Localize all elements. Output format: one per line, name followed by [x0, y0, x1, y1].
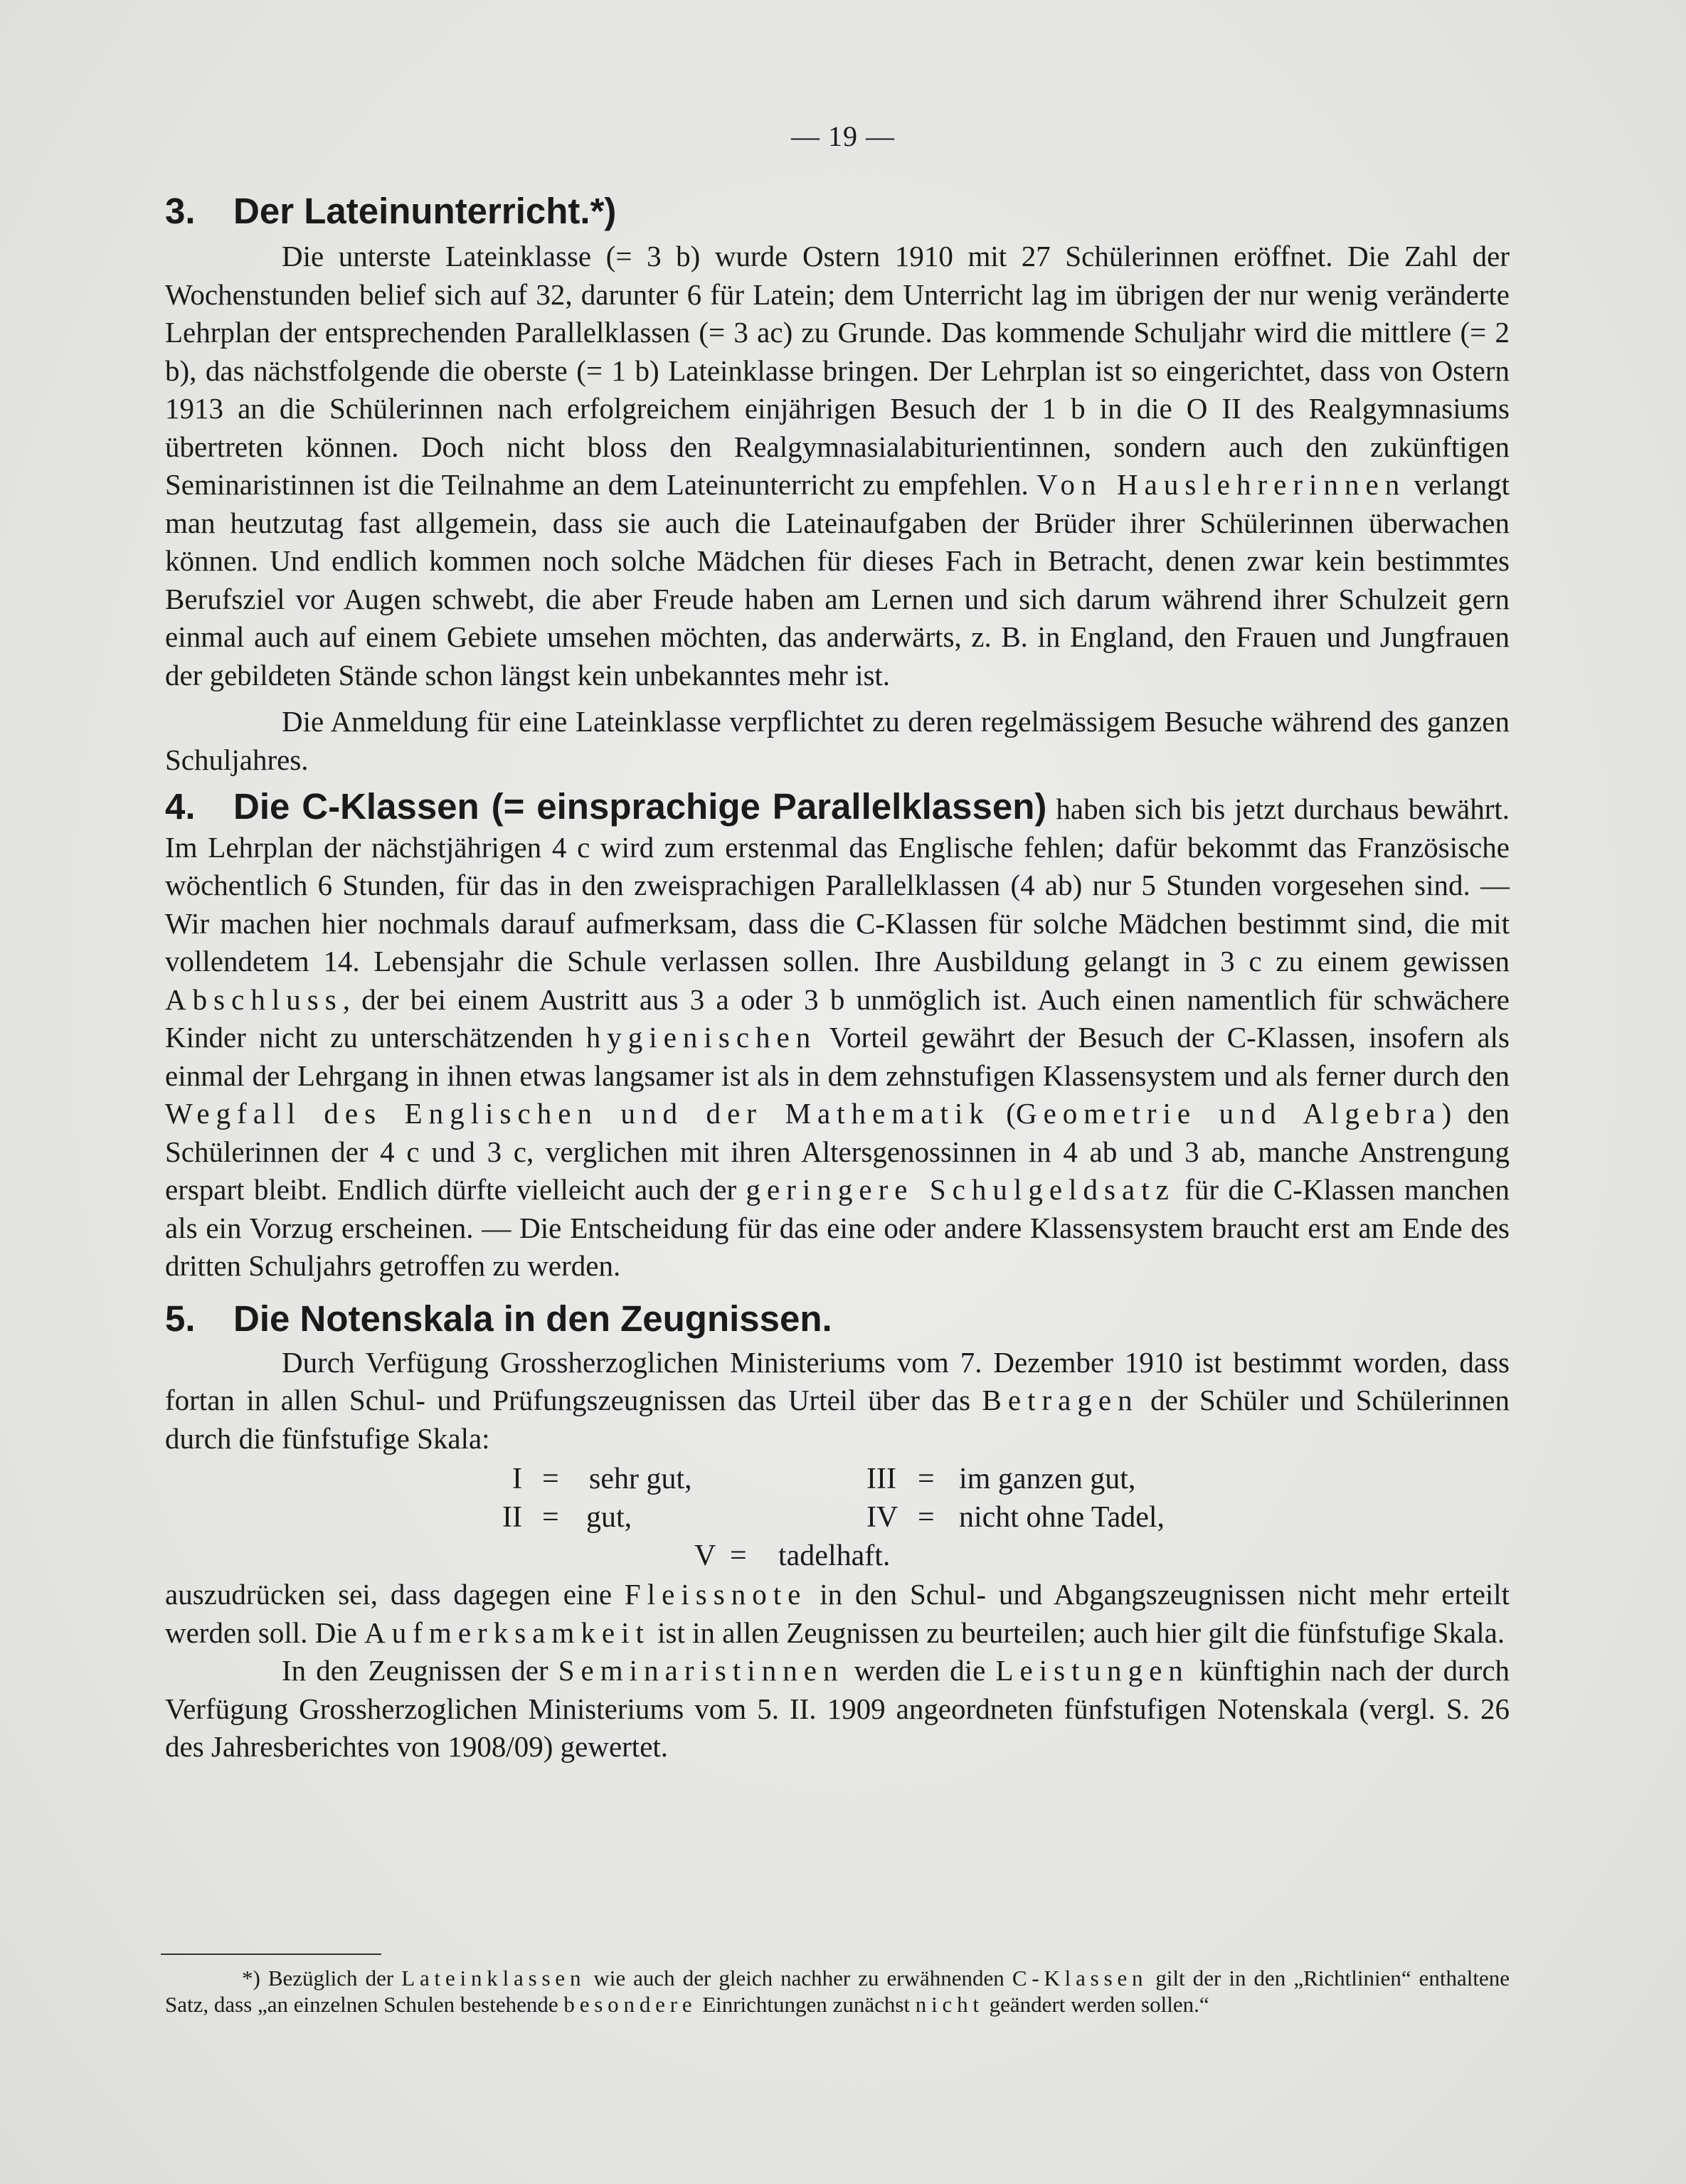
section-5-p3-spaced-2: Leistungen: [995, 1654, 1189, 1687]
footnote-spaced-2: C-Klassen: [1012, 1966, 1148, 1990]
section-4-spaced-2: hygienischen: [585, 1021, 817, 1054]
grade-5-equals: =: [730, 1539, 747, 1572]
section-4-text-6: für die C-Klassen manchen als ein Vorzug erscheinen. — Die Entscheidung für das eine oder andere Klassensystem braucht erst am Ende des dritten Schuljahrs getroffen zu werden.: [165, 1173, 1510, 1282]
grade-5-text: tadelhaft.: [778, 1539, 891, 1572]
footnote-text-a: *) Bezüglich der: [242, 1966, 394, 1990]
section-5-number: 5.: [165, 1298, 196, 1339]
grade-2-text: gut,: [586, 1501, 632, 1534]
section-5-title: Die Notenskala in den Zeugnissen.: [233, 1298, 832, 1339]
section-5-heading: [165, 1294, 1510, 1344]
section-5-p1-text-b: der Schüler und Schülerinnen durch die fünfstufige Skala:: [165, 1384, 1510, 1455]
section-3-paragraph-1: [165, 238, 1510, 694]
section-3-p1-text: Die unterste Lateinklasse (= 3 b) wurde Ostern 1910 mit 27 Schülerinnen eröffnet. Die Zahl der Wochenstunden belief sich auf 32, darunter 6 für Latein; dem Unterricht lag im übrigen der nur wenig veränderte Lehrplan der entsprechenden Parallelklassen (= 3 ac) zu Grunde. Das kommende Schuljahr wird die mittlere (= 2 b), das nächstfolgende die oberste (= 1 b) Lateinklasse bringen. Der Lehrplan ist so eingerichtet, dass von Ostern 1913 an die Schülerinnen nach erfolgreichem einjährigen Besuch der 1 b in die O II des Realgymnasiums übertreten können. Doch nicht bloss den Realgymnasialabiturientinnen, sondern auch den zukünftigen Seminaristinnen ist die Teilnahme an dem Lateinunterricht zu empfehlen.: [165, 240, 1510, 501]
section-5-paragraph-2: [165, 1576, 1510, 1652]
grade-1-number: I: [512, 1463, 522, 1495]
footnote-spaced-1: Lateinklassen: [401, 1966, 586, 1990]
section-3-title: Der Lateinunterricht.*): [233, 191, 617, 231]
section-4-text-5: ) den Schülerinnen der 4 c und 3 c, verglichen mit ihren Altersgenossinnen in 4 ab und 3 ab, manche Anstrengung erspart bleibt. Endlich dürfte vielleicht auch der: [165, 1097, 1510, 1206]
section-4-text-1: haben sich bis jetzt durchaus bewährt. Im Lehrplan der nächstjährigen 4 c wird zum erstenmal das Englische fehlen; dafür bekommt das Französische wöchentlich 6 Stunden, für das in den zweisprachigen Parallelklassen (4 ab) nur 5 Stunden vorgesehen sind. — Wir machen hier nochmals darauf aufmerksam, dass die C-Klassen für solche Mädchen bestimmt sind, die mit vollendetem 14. Lebensjahr die Schule verlassen sollen. Ihre Ausbildung gelangt in 3 c zu einem gewissen: [165, 793, 1510, 977]
footnote-spaced-3: besondere: [563, 1992, 697, 2017]
section-5-p3-text-c: künftighin nach der durch Verfügung Grossherzoglichen Ministeriums vom 5. II. 1909 angeordneten fünfstufigen Notenskala (vergl. S. 26 des Jahresberichtes von 1908/09) gewertet.: [165, 1654, 1510, 1763]
grade-1-equals: =: [542, 1463, 559, 1495]
section-5-p1-text-a: Durch Verfügung Grossherzoglichen Ministeriums vom 7. Dezember 1910 ist bestimmt worden, dass fortan in allen Schul- und Prüfungszeugnissen das Urteil über das: [165, 1345, 1510, 1416]
page-body: [165, 186, 1510, 1766]
section-5-p2-text-c: ist in allen Zeugnissen zu beurteilen; auch hier gilt die fünfstufige Skala.: [657, 1616, 1505, 1649]
section-5-p3-text-b: werden die: [854, 1654, 986, 1687]
section-5-p3-spaced-1: Seminaristinnen: [558, 1654, 844, 1687]
grade-2-number: II: [502, 1501, 522, 1534]
section-3-heading: [165, 186, 1510, 236]
grade-1-text: sehr gut,: [589, 1463, 692, 1495]
section-4-number: 4.: [165, 786, 196, 827]
grade-4-equals: =: [918, 1501, 935, 1534]
footnote-text: [165, 1965, 1510, 2018]
grade-2-equals: =: [542, 1501, 559, 1534]
section-4-spaced-3: Wegfall des Englischen und der Mathematik: [165, 1097, 990, 1130]
grade-3-equals: =: [918, 1463, 935, 1495]
footnote-text-c: gilt der in den „Richtlinien“ enthaltene Satz, dass „an einzelnen Schulen bestehende: [165, 1966, 1510, 2017]
section-4-text-4: (: [1006, 1097, 1016, 1130]
footnote-text-d: Einrichtungen zunächst: [702, 1992, 911, 2017]
section-5-p2-spaced-1: Fleissnote: [624, 1578, 807, 1611]
section-4-text-3: Vorteil gewährt der Besuch der C-Klassen, insofern als einmal der Lehrgang in ihnen etwas langsamer ist als in dem zehnstufigen Klassensystem und als ferner durch den: [165, 1021, 1510, 1092]
section-3-number: 3.: [165, 191, 196, 231]
section-4-spaced-5: geringere Schulgeldsatz: [746, 1173, 1175, 1206]
grade-4-number: IV: [866, 1501, 898, 1534]
section-4-spaced-1: Abschluss: [165, 982, 343, 1016]
footnote-text-b: wie auch der gleich nachher zu erwähnenden: [593, 1966, 1004, 1990]
section-4-paragraph: [165, 788, 1510, 1286]
section-5-p2-text-b: in den Schul- und Abgangszeugnissen nicht mehr erteilt werden soll. Die: [165, 1578, 1510, 1649]
section-5-p2-text-a: auszudrücken sei, dass dagegen eine: [165, 1578, 613, 1611]
section-5-p3-text-a: In den Zeugnissen der: [282, 1654, 548, 1687]
page-number: — 19 —: [791, 120, 895, 152]
footnote-rule: [161, 1954, 381, 1955]
section-4-spaced-4: Geometrie und Algebra: [1015, 1097, 1442, 1130]
grade-5-number: V: [694, 1539, 716, 1572]
grade-scale: [165, 1462, 1510, 1576]
grade-3-text: im ganzen gut,: [959, 1463, 1136, 1495]
section-4-title: Die C-Klassen (= einsprachige Parallelklassen): [233, 786, 1047, 827]
section-3-paragraph-2: Die Anmeldung für eine Lateinklasse verpflichtet zu deren regelmässigem Besuche während des ganzen Schuljahres.: [165, 705, 1510, 776]
section-5-paragraph-1: [165, 1344, 1510, 1458]
section-3-spaced-term: Von Hauslehrerinnen: [1036, 468, 1406, 501]
section-4-text-2: , der bei einem Austritt aus 3 a oder 3 b unmöglich ist. Auch einen namentlich für schwächere Kinder nicht zu unterschätzenden: [165, 982, 1510, 1054]
grade-3-number: III: [866, 1463, 896, 1495]
section-3-p1-rest: verlangt man heutzutag fast allgemein, dass sie auch die Lateinaufgaben der Brüder ihrer Schülerinnen überwachen können. Und endlich kommen noch solche Mädchen für dieses Fach in Betracht, denen zwar kein bestimmtes Berufsziel vor Augen schwebt, die aber Freude haben am Lernen und sich darum während ihrer Schulzeit gern einmal auch auf einem Gebiete umsehen möchten, das anderwärts, z. B. in England, den Frauen und Jungfrauen der gebildeten Stände schon längst kein unbekanntes mehr ist.: [165, 468, 1510, 691]
section-5-paragraph-3: [165, 1652, 1510, 1766]
section-5-p2-spaced-2: Aufmerksamkeit: [364, 1616, 650, 1649]
footnote: [165, 1965, 1510, 2018]
section-5-p1-spaced: Betragen: [982, 1384, 1139, 1416]
footnote-text-e: geändert werden sollen.“: [989, 1992, 1209, 2017]
footnote-spaced-4: nicht: [915, 1992, 984, 2017]
grade-4-text: nicht ohne Tadel,: [959, 1501, 1165, 1534]
